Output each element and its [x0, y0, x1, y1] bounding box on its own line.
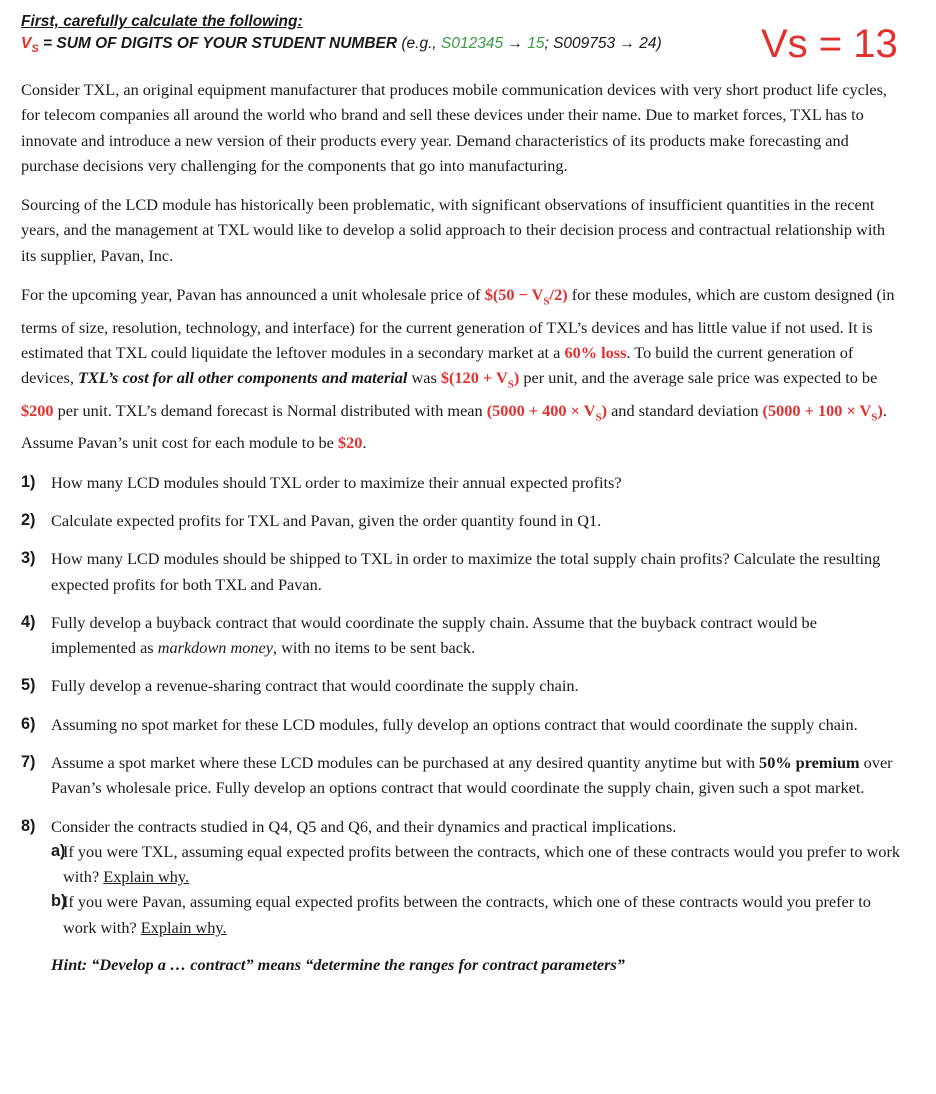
question-4: 4) Fully develop a buyback contract that would coordinate the supply chain. Assume that the buyback contract would be implemented as markdown money, with no items to be sent back.	[21, 612, 817, 658]
document-page	[21, 12, 901, 977]
vs-value-annotation: Vs = 13	[761, 22, 898, 66]
question-2: 2) Calculate expected profits for TXL and Pavan, given the order quantity found in Q1.	[21, 510, 602, 530]
paragraph-sourcing: Sourcing of the LCD module has historically been problematic, with significant observations of insufficient quantities in the recent years, and the management at TXL would like to develop a solid approach to their decision process and contractual relationship with its supplier, Pavan, Inc.	[21, 195, 886, 265]
spot-premium: 50% premium	[759, 752, 860, 772]
question-3: 3) How many LCD modules should be shipped to TXL in order to maximize the total supply chain profits? Calculate the resulting expected profits for both TXL and Pavan.	[21, 549, 881, 594]
wholesale-price: $(50 − $V_S/2$)	[484, 285, 568, 308]
cost-label: TXL’s cost for all other components and material	[77, 368, 408, 388]
vs-symbol: $V_S$	[21, 35, 39, 56]
paragraph-intro: Consider TXL, an original equipment manufacturer that produces mobile communication devices with very short product life cycles, for telecom companies all around the world who brand and sell these devices under their name. Due to market forces, TXL has to innovate and introduce a new version of their products every year. Demand characteristics of its products make forecasting and purchase decisions very challenging for the components that go into manufacturing.	[21, 80, 887, 175]
question-7: 7) Assume a spot market where these LCD modules can be purchased at any desired quantity anytime but with 50% premium over Pavan’s wholesale price. Fully develop an options contract that would coordinate the supply chain, given such a spot market.	[21, 752, 893, 798]
question-8a: a) If you were TXL, assuming equal expected profits between the contracts, which one of these contracts would you prefer to work with? Explain why.	[51, 841, 901, 887]
question-8b: b) If you were Pavan, assuming equal expected profits between the contracts, which one of these contracts would you prefer to work with? Explain why.	[51, 892, 871, 937]
explain-why-a: Explain why.	[103, 867, 190, 887]
demand-mean: $(5000 + 400 \times V_S)$	[486, 400, 608, 424]
question-8: 8) Consider the contracts studied in Q4, Q5 and Q6, and their dynamics and practical implications.	[21, 816, 677, 836]
component-cost: $(120 + $V_S$)	[440, 368, 520, 391]
question-1: 1) How many LCD modules should TXL order to maximize their annual expected profits?	[21, 472, 622, 492]
example-sum: 15	[527, 35, 545, 52]
example-student-number: S012345	[441, 35, 504, 52]
question-6: 6) Assuming no spot market for these LCD modules, fully develop an options contract that would coordinate the supply chain.	[21, 714, 858, 734]
sale-price: $200	[21, 400, 54, 420]
paragraph-parameters: For the upcoming year, Pavan has announced a unit wholesale price of $(50 − $V_S/2$) for these modules, which are custom designed (in terms of size, resolution, technology, and interface) for the current generation of TXL’s devices and has little value if not used. It is estimated that TXL could liquidate the leftover modules in a secondary market at a 60% loss. To build the current generation of devices, TXL’s cost for all other components and material was $(120 + $V_S$) per unit, and the average sale price was expected to be $200 per unit. TXL’s demand forecast is Normal distributed with mean $(5000 + 400 \times V_S)$ and standard deviation $(5000 + 100 \times V_S)$. Assume Pavan’s unit cost for each module to be $20.	[21, 285, 895, 453]
demand-sd: $(5000 + 100 \times V_S)$	[762, 400, 883, 424]
hint-text: Hint: “Develop a … contract” means “determine the ranges for contract parameters”	[51, 955, 625, 975]
vs-definition: $V_S$ = SUM OF DIGITS OF YOUR STUDENT NUMBER (e.g., S012345 → 15; S009753 → 24) Vs = 13	[21, 22, 898, 66]
question-5: 5) Fully develop a revenue-sharing contract that would coordinate the supply chain.	[21, 676, 579, 696]
markdown-money-term: markdown money	[157, 638, 274, 658]
vs-definition-text: = SUM OF DIGITS OF YOUR STUDENT NUMBER	[38, 35, 398, 52]
instruction-heading: First, carefully calculate the following:	[21, 13, 303, 30]
explain-why-b: Explain why.	[140, 917, 227, 937]
pavan-unit-cost: $20	[337, 433, 363, 453]
liquidation-loss: 60% loss	[564, 342, 627, 362]
